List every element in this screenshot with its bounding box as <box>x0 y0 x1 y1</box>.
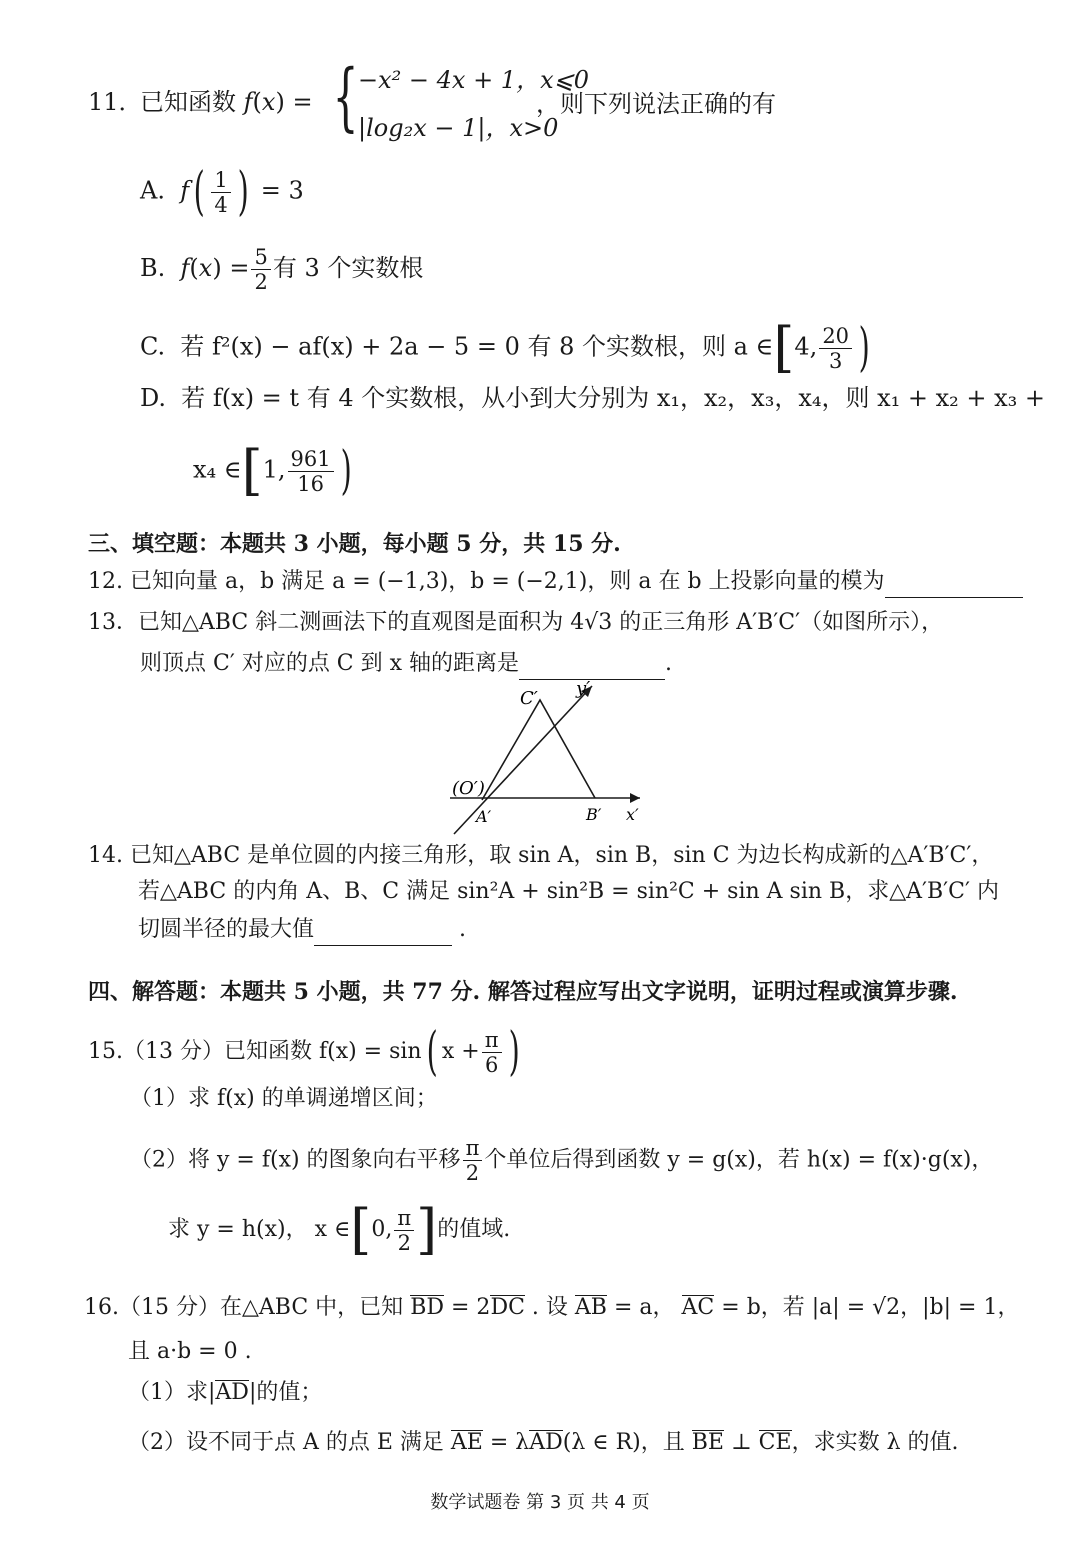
q11-brace: { <box>332 54 359 140</box>
q15-part2-a: （2）将 y = f(x) 的图象向右平移 <box>130 1147 461 1173</box>
q12-answer-blank[interactable] <box>885 573 1023 598</box>
q11-piece1: −x² − 4x + 1，x⩽0 <box>358 66 589 94</box>
option-c-lower: 4, <box>794 332 818 361</box>
q15-pi-over-6: $\frac{\pi}{6}$ <box>482 1028 502 1077</box>
q15-part2-line2: 求 y = h(x)， x ∈[0, $\frac{\pi}{2}$ ]的值域. <box>168 1198 511 1261</box>
q15-part1: （1）求 f(x) 的单调递增区间； <box>130 1086 438 1111</box>
q11-option-d-line2: x₄ ∈[1, $\frac{961}{16}$ ) <box>193 439 352 502</box>
q16-stem: 16.（15 分）在△ABC 中，已知 <box>84 1295 404 1320</box>
vector-ab: AB <box>574 1295 607 1320</box>
q15-lead: 15.（13 分）已知函数 f(x) = sin( x + $\frac{\pi}{6}$ ) <box>88 1022 520 1082</box>
q15-part2-b: 个单位后得到函数 y = g(x)，若 h(x) = f(x)·g(x)， <box>484 1147 994 1173</box>
q11-option-a: A. f( $\frac{1}{4}$ ) = 3 <box>140 162 304 222</box>
q16-part2-a: （2）设不同于点 A 的点 E 满足 <box>128 1430 444 1455</box>
q11-option-b: B. f(x) = $\frac{5}{2}$ 有 3 个实数根 <box>140 245 424 294</box>
section-3-heading: 三、填空题：本题共 3 小题，每小题 5 分，共 15 分. <box>88 531 621 557</box>
q11-option-d <box>140 382 1045 414</box>
q14-line1: 14. 已知△ABC 是单位圆的内接三角形，取 sin A，sin B，sin C 为边长构成新的△A′B′C′， <box>88 843 994 868</box>
q13-stem: 则顶点 C′ 对应的点 C 到 x 轴的距离是 <box>140 651 520 676</box>
label-a: A′ <box>476 807 492 826</box>
label-x: x′ <box>626 805 639 824</box>
option-d-text: 若 f(x) = t 有 4 个实数根，从小到大分别为 x₁，x₂，x₃，x₄，则 x₁ + x₂ + x₃ + <box>181 384 1046 412</box>
q16-eq: = 2 <box>451 1295 491 1320</box>
vector-ac: AC <box>681 1295 715 1320</box>
q16-part2 <box>128 1427 959 1459</box>
q16-part2-mid: (λ ∈ R)，且 <box>562 1430 685 1455</box>
q15-pi-over-2: $\frac{\pi}{2}$ <box>463 1136 483 1185</box>
vector-ad: AD <box>215 1380 249 1405</box>
q15-stem: 15.（13 分）已知函数 f(x) = sin <box>88 1039 422 1064</box>
q11-piece2: |log₂x − 1|，x>0 <box>358 114 559 142</box>
option-d-x4: x₄ ∈ <box>193 455 242 484</box>
q15-pi-over-2-b: $\frac{\pi}{2}$ <box>394 1206 414 1255</box>
q16-ac-tail: = b，若 |a| = √2，|b| = 1， <box>721 1295 1020 1320</box>
q12-text <box>88 566 1023 598</box>
q14-stem: 切圆半径的最大值 <box>138 917 315 942</box>
q11-stem-text: 已知函数 <box>140 88 236 116</box>
vector-ad-2: AD <box>529 1430 563 1455</box>
page-footer: 数学试题卷 第 3 页 共 4 页 <box>430 1492 650 1513</box>
option-b-tail: 有 3 个实数根 <box>272 254 424 282</box>
vector-bd: BD <box>410 1295 444 1320</box>
fraction-five-halves: $\frac{5}{2}$ <box>251 245 270 294</box>
q15-range-text: 的值域. <box>437 1217 511 1242</box>
q15-part2 <box>130 1136 993 1185</box>
q16-ab-tail: = a， <box>613 1295 675 1320</box>
option-d-fraction: $\frac{961}{16}$ <box>288 447 334 496</box>
q14-answer-blank[interactable] <box>314 921 452 946</box>
label-b: B′ <box>586 805 602 824</box>
option-d-lower: 1, <box>262 455 286 484</box>
q15-zero: 0, <box>371 1217 393 1242</box>
q16-lambda: = λ <box>489 1430 530 1455</box>
label-y: y′ <box>576 678 591 699</box>
q16-part1-a: （1）求 <box>128 1380 208 1405</box>
q11-stem-b: ，则下列说法正确的有 <box>536 90 776 118</box>
section-4-heading: 四、解答题：本题共 5 小题，共 77 分. 解答过程应写出文字说明，证明过程或演算步骤. <box>88 979 958 1005</box>
fraction-one-quarter: $\frac{1}{4}$ <box>211 168 230 217</box>
q14-line2: 若△ABC 的内角 A、B、C 满足 sin²A + sin²B = sin²C + sin A sin B，求△A′B′C′ 内 <box>138 879 999 904</box>
q16-line2: 且 a·b = 0 . <box>128 1339 252 1364</box>
label-c: C′ <box>520 688 538 709</box>
q16-line1 <box>84 1292 1019 1324</box>
q15-arg: x + <box>441 1039 480 1064</box>
option-b-label: B. <box>140 254 166 282</box>
option-c-label: C. <box>140 332 166 361</box>
vector-ce: CE <box>758 1430 792 1455</box>
q11-stem-a: 已知函数 f(x) = <box>140 88 313 116</box>
q13-line2: 则顶点 C′ 对应的点 C 到 x 轴的距离是 . <box>140 648 672 680</box>
q16-part1: （1）求|AD|的值； <box>128 1380 323 1405</box>
q16-mid: . 设 <box>531 1295 568 1320</box>
option-c-fraction: $\frac{20}{3}$ <box>819 324 852 373</box>
label-o: (O′) <box>452 778 485 799</box>
oblique-triangle-figure <box>440 670 660 840</box>
option-c-text: 若 f²(x) − af(x) + 2a − 5 = 0 有 8 个实数根，则 a ∈ <box>180 332 774 361</box>
vector-dc: DC <box>490 1295 525 1320</box>
q11-number: 11． <box>88 88 143 116</box>
q16-part1-b: 的值； <box>256 1380 323 1405</box>
vector-ae: AE <box>450 1430 483 1455</box>
perp-symbol: ⊥ <box>730 1430 752 1455</box>
q13-line1: 13．已知△ABC 斜二测画法下的直观图是面积为 4√3 的正三角形 A′B′C′（如图所示）， <box>88 610 944 635</box>
option-a-label: A. <box>140 176 165 205</box>
option-d-label: D. <box>140 384 167 412</box>
q14-line3: 切圆半径的最大值 . <box>138 914 466 946</box>
q15-domain: 求 y = h(x)， x ∈ <box>168 1217 351 1242</box>
q16-part2-b: ，求实数 λ 的值. <box>791 1430 959 1455</box>
vector-be: BE <box>691 1430 724 1455</box>
q11-option-c: C. 若 f²(x) − af(x) + 2a − 5 = 0 有 8 个实数根，则 a ∈[4, $\frac{20}{3}$ ) <box>140 316 870 379</box>
q12-stem: 12. 已知向量 a，b 满足 a = (−1,3)，b = (−2,1)，则 a 在 b 上投影向量的模为 <box>88 569 885 594</box>
x-axis-arrow <box>630 793 640 803</box>
